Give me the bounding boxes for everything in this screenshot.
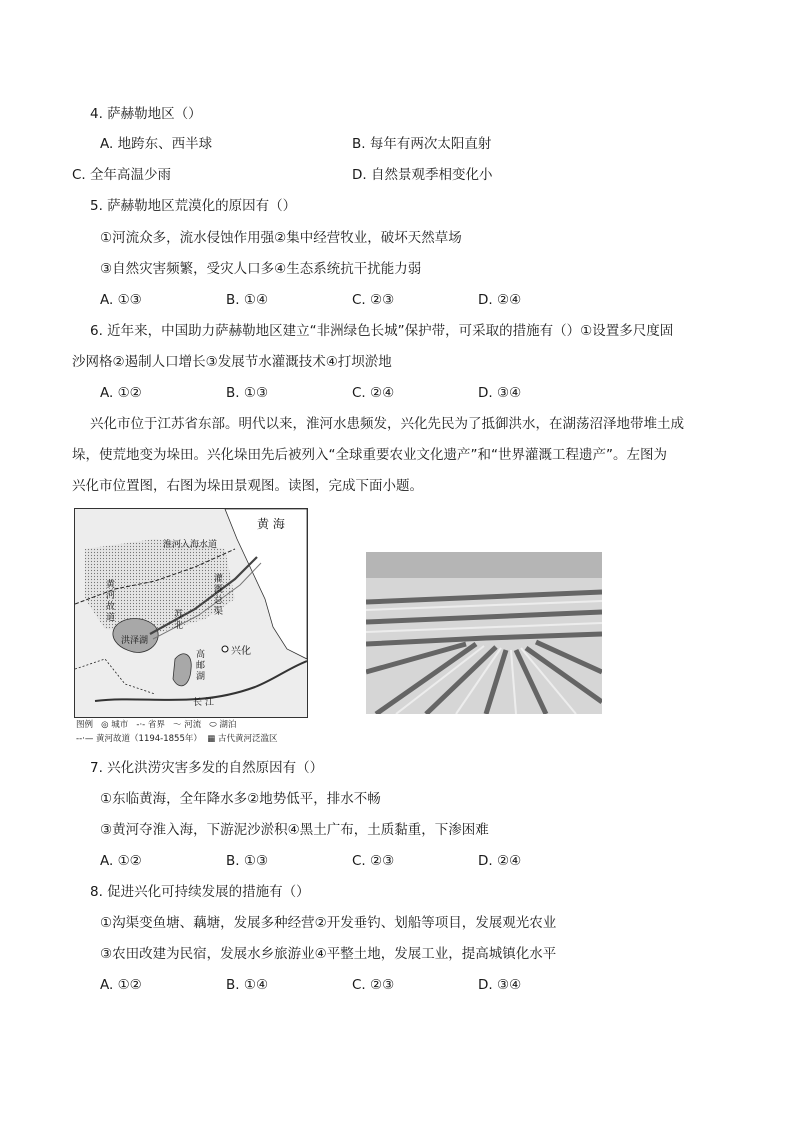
legend-flood: 古代黄河泛滥区 (218, 734, 278, 744)
q7-stem: 7. 兴化洪涝灾害多发的自然原因有（） (90, 760, 324, 776)
legend-border-icon: -·- (136, 720, 146, 730)
q5-option-a: A. ①③ (100, 292, 142, 308)
q7-option-a: A. ①② (100, 853, 142, 869)
passage-line2: 垛，使荒地变为垛田。兴化垛田先后被列入“全球重要农业文化遗产”和“世界灌溉工程遗产”。左图为 (72, 447, 667, 463)
legend-city: 城市 (111, 720, 129, 730)
map-label-irrigation: 灌溉总渠 (212, 573, 222, 617)
gaoyou-lake (173, 654, 191, 686)
q7-option-c: C. ②③ (352, 853, 395, 869)
legend-border: 省界 (147, 720, 165, 730)
legend-title: 图例 (76, 720, 94, 730)
legend-old-course-icon: --·— (76, 734, 94, 744)
q8-line2: ③农田改建为民宿，发展水乡旅游业④平整土地，发展工业，提高城镇化水平 (100, 946, 557, 962)
q8-option-d: D. ③④ (478, 977, 522, 993)
q7-option-d: D. ②④ (478, 853, 522, 869)
q8-stem: 8. 促进兴化可持续发展的措施有（） (90, 884, 310, 900)
legend-lake-icon: ⬭ (209, 720, 217, 730)
q7-line2: ③黄河夺淮入海，下游泥沙淤积④黑土广布，土质黏重，下渗困难 (100, 822, 489, 838)
province-border (75, 659, 155, 694)
q4-stem: 4. 萨赫勒地区（） (90, 106, 202, 122)
q4-option-c: C. 全年高温少雨 (72, 167, 172, 183)
legend-flood-icon: ▦ (207, 734, 216, 744)
q5-option-d: D. ②④ (478, 292, 522, 308)
legend-river-icon: ～ (173, 720, 182, 730)
photo-drawing (366, 552, 602, 714)
duotian-landscape-photo (366, 552, 602, 714)
q8-option-a: A. ①② (100, 977, 142, 993)
q4-option-d: D. 自然景观季相变化小 (352, 167, 493, 183)
q6-stem-line1: 6. 近年来，中国助力萨赫勒地区建立“非洲绿色长城”保护带，可采取的措施有（）①设置多尺度固 (90, 323, 674, 339)
q5-option-c: C. ②③ (352, 292, 395, 308)
q6-option-c: C. ②④ (352, 385, 395, 401)
q5-option-b: B. ①④ (226, 292, 269, 308)
q5-stem: 5. 萨赫勒地区荒漠化的原因有（） (90, 198, 297, 214)
q7-option-b: B. ①③ (226, 853, 269, 869)
q6-option-d: D. ③④ (478, 385, 522, 401)
map-label-yangtze: 长 江 (193, 698, 214, 708)
q6-stem-line2: 沙网格②遏制人口增长③发展节水灌溉技术④打坝淤地 (72, 354, 392, 370)
map-label-gaoyou: 高邮湖 (194, 649, 204, 682)
xinghua-location-map (74, 508, 308, 718)
map-label-xinghua: 兴化 (231, 646, 251, 657)
q4-option-b: B. 每年有两次太阳直射 (352, 136, 492, 152)
q7-line1: ①东临黄海，全年降水多②地势低平，排水不畅 (100, 791, 381, 807)
legend-old-course: 黄河故道（1194-1855年） (96, 734, 202, 744)
q5-line1: ①河流众多，流水侵蚀作用强②集中经营牧业，破坏天然草场 (100, 230, 462, 246)
legend-city-icon: ◎ (101, 720, 109, 730)
q8-option-b: B. ①④ (226, 977, 269, 993)
q4-option-a: A. 地跨东、西半球 (100, 136, 213, 152)
legend-river: 河流 (184, 720, 202, 730)
map-legend-row1 (76, 719, 236, 731)
map-legend-row2 (76, 733, 278, 745)
map-label-old-river: 黄河故道 (104, 579, 114, 623)
q6-option-b: B. ①③ (226, 385, 269, 401)
q6-option-a: A. ①② (100, 385, 142, 401)
xinghua-city-marker (222, 646, 228, 652)
q5-line2: ③自然灾害频繁，受灾人口多④生态系统抗干扰能力弱 (100, 261, 422, 277)
map-label-sea: 黄 海 (257, 517, 285, 531)
q8-option-c: C. ②③ (352, 977, 395, 993)
q8-line1: ①沟渠变鱼塘、藕塘，发展多种经营②开发垂钓、划船等项目，发展观光农业 (100, 915, 557, 931)
legend-lake: 湖泊 (219, 720, 237, 730)
map-label-subei: 苏北 (172, 609, 182, 631)
map-label-hongze: 洪泽湖 (121, 636, 149, 646)
passage-line3: 兴化市位置图，右图为垛田景观图。读图，完成下面小题。 (72, 478, 423, 494)
passage-line1: 兴化市位于江苏省东部。明代以来，淮河水患频发，兴化先民为了抵御洪水，在湖荡沼泽地带堆土成 (90, 416, 684, 432)
map-label-channel: 淮河入海水道 (163, 540, 218, 550)
